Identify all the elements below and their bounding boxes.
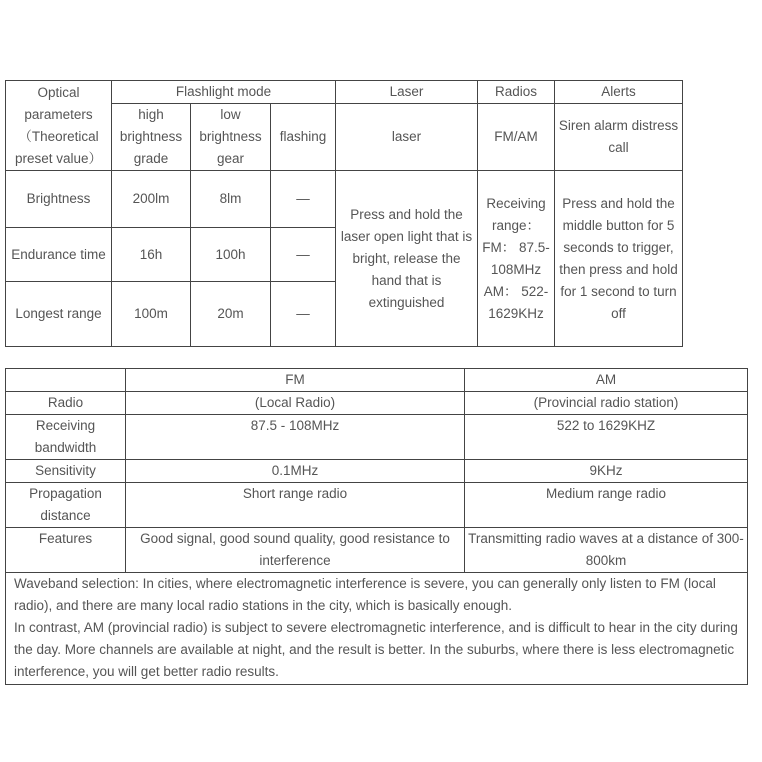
- bandwidth-fm-value: 87.5 - 108MHz: [126, 415, 465, 460]
- row-label-bandwidth: Receiving bandwidth: [6, 415, 126, 460]
- features-fm-value: Good signal, good sound quality, good resistance to interference: [126, 528, 465, 573]
- features-am-value: Transmitting radio waves at a distance of 300-800km: [465, 528, 748, 573]
- flashing-subheader: flashing: [271, 104, 336, 171]
- row-label-brightness: Brightness: [6, 171, 112, 228]
- propagation-fm-value: Short range radio: [126, 483, 465, 528]
- laser-header: Laser: [336, 81, 478, 104]
- sensitivity-am-value: 9KHz: [465, 460, 748, 483]
- propagation-am-value: Medium range radio: [465, 483, 748, 528]
- siren-subheader: Siren alarm distress call: [555, 104, 683, 171]
- range-flashing-value: —: [271, 282, 336, 347]
- brightness-low-value: 8lm: [191, 171, 271, 228]
- radio-comparison-table: [5, 368, 748, 685]
- range-low-value: 20m: [191, 282, 271, 347]
- brightness-high-value: 200lm: [112, 171, 191, 228]
- sensitivity-fm-value: 0.1MHz: [126, 460, 465, 483]
- am-header: AM: [465, 369, 748, 392]
- radios-header: Radios: [478, 81, 555, 104]
- alerts-header: Alerts: [555, 81, 683, 104]
- waveband-selection-note: [6, 573, 748, 685]
- radio-am-value: (Provincial radio station): [465, 392, 748, 415]
- optical-parameters-header: Optical parameters （Theoretical preset value）: [6, 81, 112, 171]
- high-brightness-subheader: high brightness grade: [112, 104, 191, 171]
- row-label-sensitivity: Sensitivity: [6, 460, 126, 483]
- alert-description: Press and hold the middle button for 5 seconds to trigger, then press and hold for 1 second to turn off: [555, 171, 683, 347]
- flashlight-mode-header: Flashlight mode: [112, 81, 336, 104]
- endurance-flashing-value: —: [271, 228, 336, 282]
- fmam-subheader: FM/AM: [478, 104, 555, 171]
- laser-subheader: laser: [336, 104, 478, 171]
- endurance-high-value: 16h: [112, 228, 191, 282]
- row-label-radio: Radio: [6, 392, 126, 415]
- blank-header: [6, 369, 126, 392]
- row-label-range: Longest range: [6, 282, 112, 347]
- row-label-features: Features: [6, 528, 126, 573]
- laser-description: Press and hold the laser open light that is bright, release the hand that is extinguished: [336, 171, 478, 347]
- fm-header: FM: [126, 369, 465, 392]
- note-paragraph-2: In contrast, AM (provincial radio) is subject to severe electromagnetic interference, and is difficult to hear in the city during the day. More channels are available at night, and the result is better. In the suburbs, where there is less electromagnetic interference, you will get better radio results.: [14, 620, 738, 679]
- brightness-flashing-value: —: [271, 171, 336, 228]
- row-label-propagation: Propagation distance: [6, 483, 126, 528]
- low-brightness-subheader: low brightness gear: [191, 104, 271, 171]
- range-high-value: 100m: [112, 282, 191, 347]
- note-paragraph-1: Waveband selection: In cities, where electromagnetic interference is severe, you can generally only listen to FM (local radio), and there are many local radio stations in the city, which is basically enough.: [14, 576, 716, 613]
- optical-parameters-table: [5, 80, 683, 347]
- radio-description: Receiving range： FM： 87.5-108MHz AM： 522-1629KHz: [478, 171, 555, 347]
- bandwidth-am-value: 522 to 1629KHZ: [465, 415, 748, 460]
- radio-fm-value: (Local Radio): [126, 392, 465, 415]
- endurance-low-value: 100h: [191, 228, 271, 282]
- row-label-endurance: Endurance time: [6, 228, 112, 282]
